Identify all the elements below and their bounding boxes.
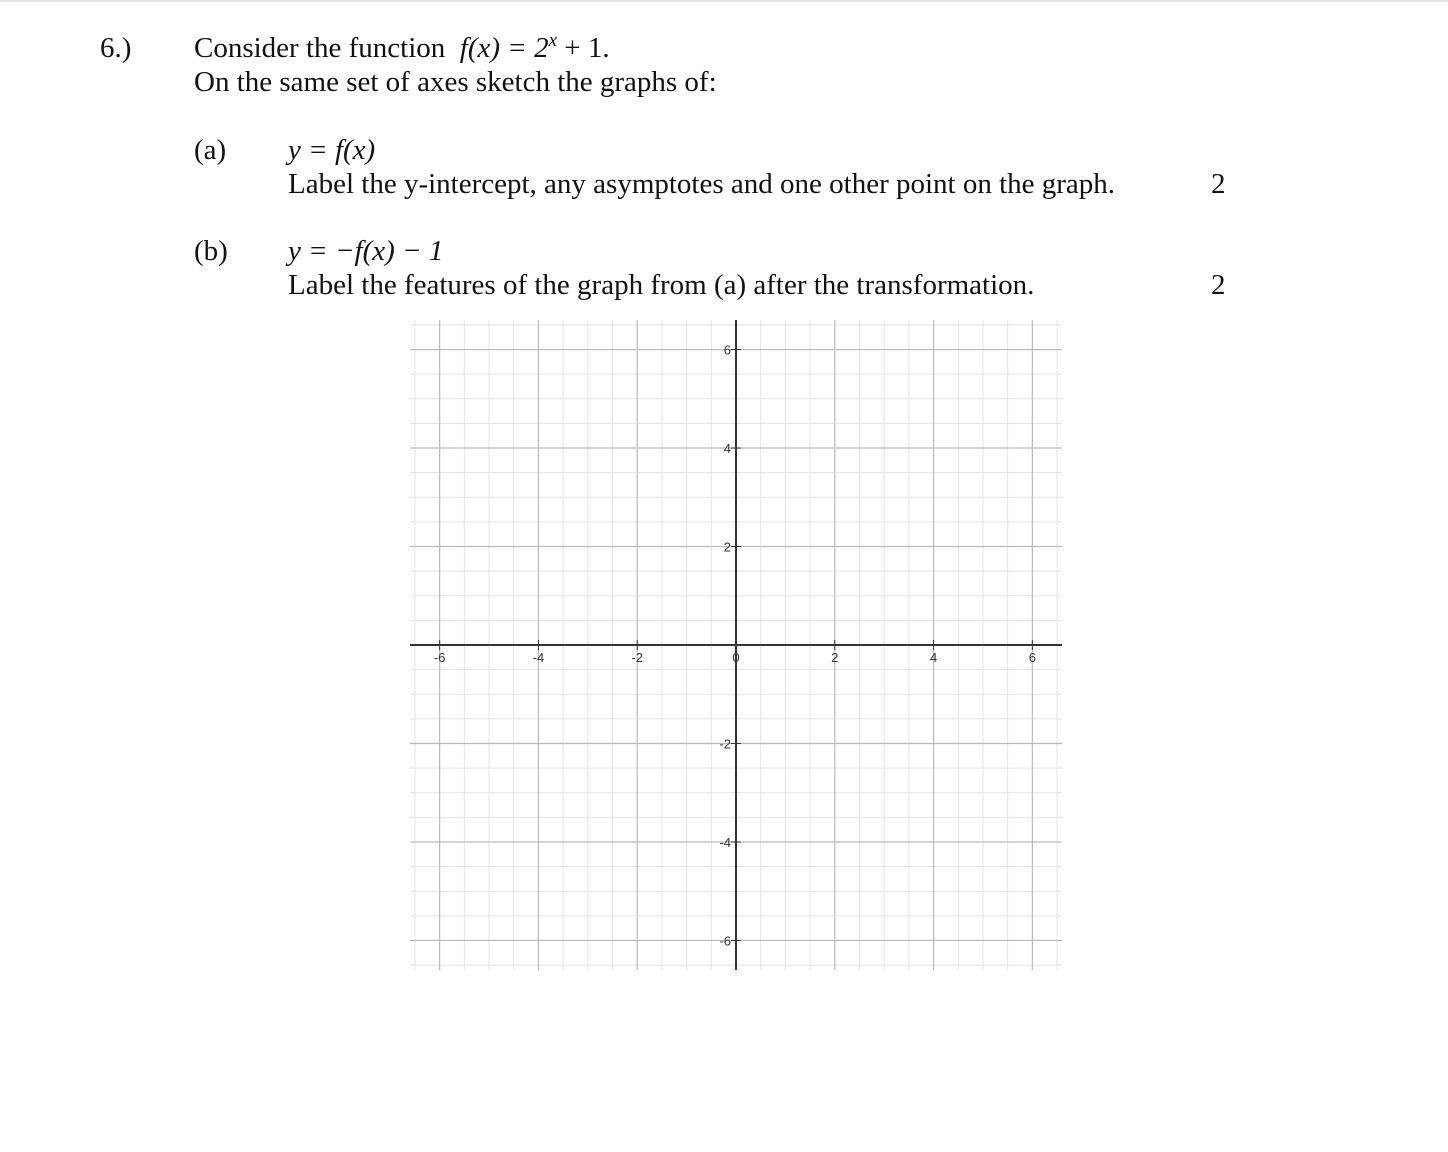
x-tick-label: 2 — [831, 650, 839, 665]
function-lhs: f(x) = 2 — [459, 32, 549, 64]
part-a-label: (a) — [194, 134, 227, 166]
y-tick-label: 6 — [723, 342, 731, 358]
axes — [410, 320, 1062, 970]
y-tick-label: 4 — [723, 441, 731, 457]
x-tick-label: 4 — [929, 650, 938, 665]
coordinate-grid[interactable] — [410, 320, 1062, 970]
x-tick-label: -2 — [631, 650, 643, 665]
x-tick-label: 0 — [732, 650, 740, 665]
question-intro — [194, 31, 610, 65]
part-a-marks: 2 — [1211, 168, 1226, 200]
part-a-equation: y = f(x) — [288, 134, 376, 166]
x-tick-label: -6 — [433, 650, 446, 665]
y-tick-label: 2 — [723, 539, 731, 555]
y-tick-label: -4 — [719, 834, 731, 850]
part-b-equation: y = −f(x) − 1 — [288, 235, 444, 267]
question-line2: On the same set of axes sketch the graphs of: — [194, 66, 717, 98]
part-b-label: (b) — [194, 235, 228, 267]
function-tail: + 1. — [557, 32, 610, 64]
intro-prefix: Consider the function — [194, 32, 446, 64]
part-a-instruction: Label the y-intercept, any asymptotes and one other point on the graph. — [288, 168, 1116, 200]
y-tick-label: -2 — [719, 736, 731, 752]
x-tick-label: -4 — [532, 650, 545, 665]
function-exponent: x — [548, 30, 558, 51]
question-number: 6.) — [100, 32, 132, 64]
part-b-instruction: Label the features of the graph from (a) after the transformation. — [288, 269, 1035, 301]
x-tick-label: 6 — [1028, 650, 1036, 665]
part-b-marks: 2 — [1211, 269, 1226, 301]
y-tick-label: -6 — [719, 933, 731, 949]
top-rule — [0, 0, 1448, 2]
